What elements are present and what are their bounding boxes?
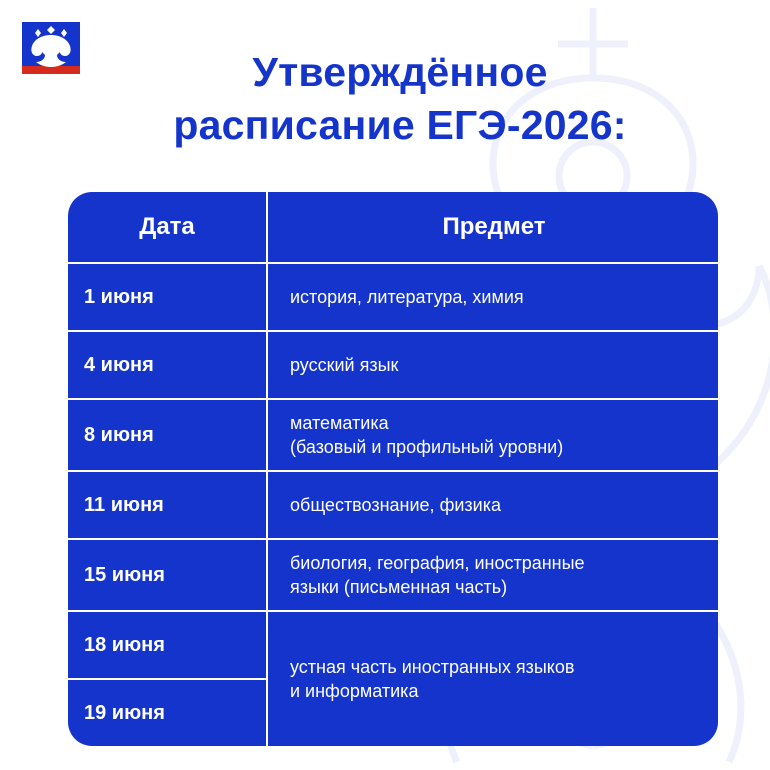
cell-date: 8 июня <box>68 399 267 471</box>
subject-line: и информатика <box>290 681 419 701</box>
column-header-date: Дата <box>139 213 195 240</box>
cell-date: 4 июня <box>68 331 267 399</box>
page-title <box>60 46 740 153</box>
subject-line: языки (письменная часть) <box>290 577 508 597</box>
subject-line: история, литература, химия <box>290 286 524 307</box>
schedule-table-body <box>68 263 718 746</box>
subject-line: (базовый и профильный уровни) <box>290 437 564 457</box>
subject-line: русский язык <box>290 354 399 375</box>
cell-date: 15 июня <box>68 539 267 611</box>
page-title-line-1: Утверждённое <box>252 49 548 95</box>
cell-subject <box>267 399 718 471</box>
cell-subject <box>267 471 718 539</box>
table-row <box>68 331 718 399</box>
table-row <box>68 539 718 611</box>
subject-line: математика <box>290 412 389 433</box>
cell-subject-merged <box>267 611 718 746</box>
cell-subject <box>267 539 718 611</box>
page-title-line-2: расписание ЕГЭ-2026: <box>173 102 627 149</box>
table-header-row <box>68 192 718 263</box>
cell-date: 19 июня <box>68 679 267 746</box>
subject-line: биология, география, иностранные <box>290 552 585 573</box>
cell-subject <box>267 263 718 331</box>
cell-subject <box>267 331 718 399</box>
table-row <box>68 263 718 331</box>
table-row <box>68 611 718 679</box>
schedule-table <box>68 192 718 746</box>
subject-line: устная часть иностранных языков <box>290 656 575 677</box>
subject-line: обществознание, физика <box>290 494 502 515</box>
schedule-table-head <box>68 192 718 263</box>
table-row <box>68 399 718 471</box>
cell-date: 18 июня <box>68 611 267 679</box>
cell-date: 1 июня <box>68 263 267 331</box>
schedule-table-container <box>68 192 718 746</box>
column-header-subject: Предмет <box>267 192 718 263</box>
table-row <box>68 471 718 539</box>
cell-date: 11 июня <box>68 471 267 539</box>
